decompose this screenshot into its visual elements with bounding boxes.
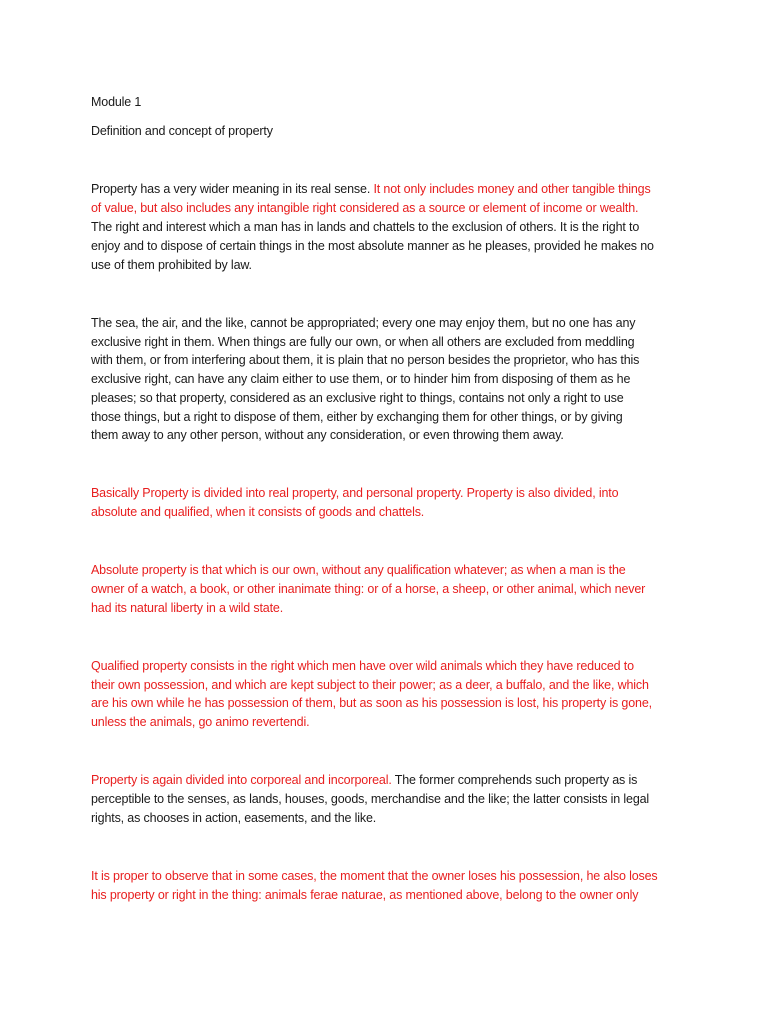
paragraph-4-line-2: owner of a watch, a book, or other inanimate thing: or of a horse, a sheep, or other animal, which never [91,582,646,596]
paragraph-2-line-6: those things, but a right to dispose of them, either by exchanging them for other things, or by giving [91,410,623,424]
paragraph-7-line-2: his property or right in the thing: animals ferae naturae, as mentioned above, belong to the owner only [91,888,639,902]
paragraph-5-line-2: their own possession, and which are kept subject to their power; as a deer, a buffalo, and the like, which [91,678,649,692]
paragraph-3-line-1: Basically Property is divided into real property, and personal property. Property is also divided, into [91,486,619,500]
paragraph-1-line-5: use of them prohibited by law. [91,258,252,272]
paragraph-6-continuation-text: The former comprehends such property as is [391,773,638,787]
paragraph-4-line-3: had its natural liberty in a wild state. [91,601,284,615]
paragraph-1-line-1 [91,181,651,197]
paragraph-6-line-2: perceptible to the senses, as lands, houses, goods, merchandise and the like; the latter consists in legal [91,792,650,806]
paragraph-6-line-1 [91,772,637,788]
paragraph-1-intro-text: Property has a very wider meaning in its real sense. [91,182,374,196]
paragraph-1-line-2: of value, but also includes any intangible right considered as a source or element of income or wealth. [91,201,639,215]
module-heading: Module 1 [91,95,142,109]
paragraph-2-line-1: The sea, the air, and the like, cannot be appropriated; every one may enjoy them, but no one has any [91,316,636,330]
paragraph-4-line-1: Absolute property is that which is our own, without any qualification whatever; as when a man is the [91,563,626,577]
paragraph-1-line-4: enjoy and to dispose of certain things in the most absolute manner as he pleases, provided he makes no [91,239,654,253]
paragraph-5-line-3: are his own while he has possession of them, but as soon as his possession is lost, his property is gone, [91,696,652,710]
paragraph-7-line-1: It is proper to observe that in some cases, the moment that the owner loses his possession, he also loses [91,869,658,883]
paragraph-2-line-2: exclusive right in them. When things are fully our own, or when all others are excluded from meddling [91,335,635,349]
paragraph-6-highlight-text: Property is again divided into corporeal and incorporeal. [91,773,392,787]
paragraph-5-line-4: unless the animals, go animo revertendi. [91,715,310,729]
paragraph-3-line-2: absolute and qualified, when it consists of goods and chattels. [91,505,425,519]
paragraph-2-line-5: pleases; so that property, considered as an exclusive right to things, contains not only a right to use [91,391,624,405]
paragraph-1-highlight-text: It not only includes money and other tangible things [373,182,651,196]
paragraph-5-line-1: Qualified property consists in the right which men have over wild animals which they have reduced to [91,659,634,673]
section-title: Definition and concept of property [91,124,273,138]
paragraph-2-line-3: with them, or from interfering about them, it is plain that no person besides the proprietor, who has this [91,353,640,367]
paragraph-1-line-3: The right and interest which a man has in lands and chattels to the exclusion of others. It is the right to [91,220,640,234]
paragraph-6-line-3: rights, as chooses in action, easements, and the like. [91,811,377,825]
paragraph-2-line-4: exclusive right, can have any claim either to use them, or to hinder him from disposing of them as he [91,372,631,386]
paragraph-2-line-7: them away to any other person, without any consideration, or even throwing them away. [91,428,564,442]
